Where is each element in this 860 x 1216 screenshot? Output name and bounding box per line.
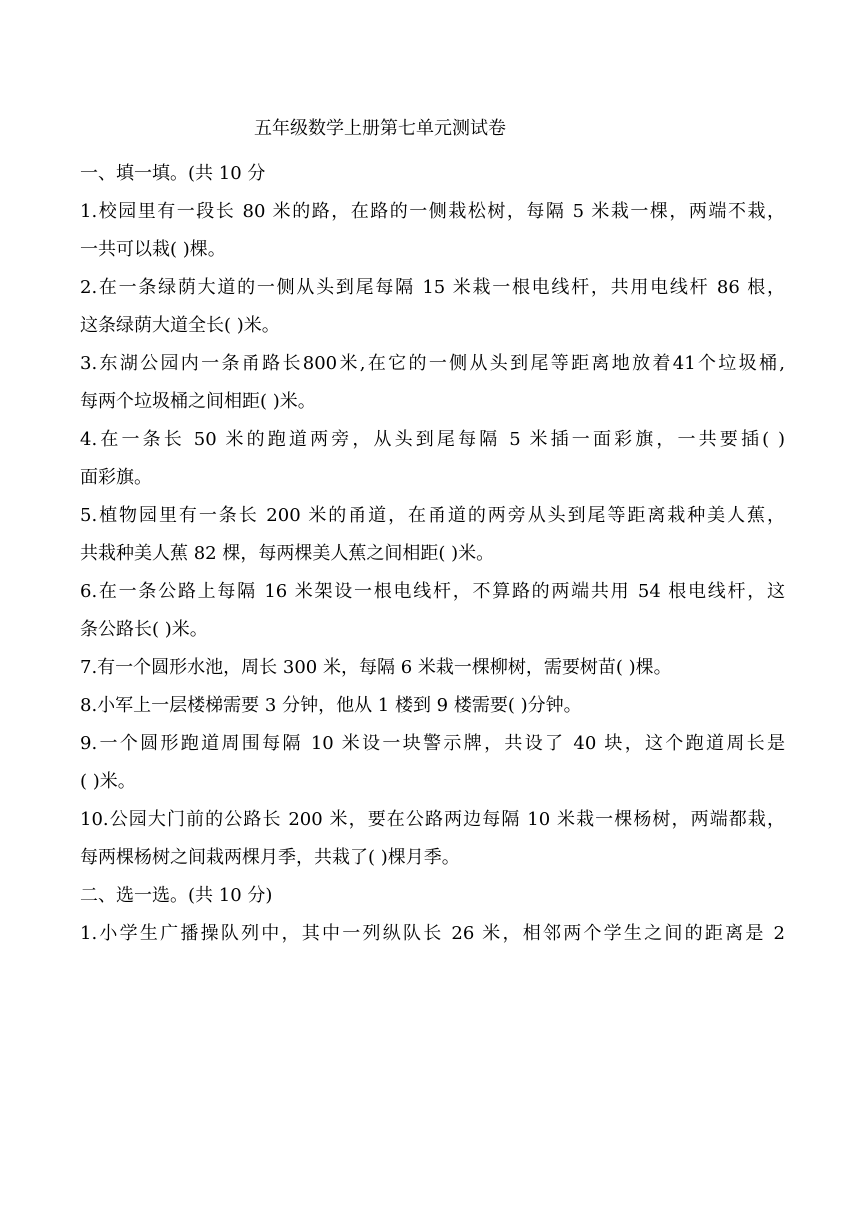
section-heading: 一、填一填。(共 10 分: [80, 163, 266, 184]
question-2-line-1: 2.在一条绿荫大道的一侧从头到尾每隔 15 米栽一根电线杆，共用电线杆 86 根，: [80, 277, 785, 298]
question-9-line-1: 9.一个圆形跑道周围每隔 10 米设一块警示牌，共设了 40 块，这个跑道周长是: [80, 733, 785, 754]
question-3-line-2: 每两个垃圾桶之间相距( )米。: [80, 391, 316, 412]
section-heading: 二、选一选。(共 10 分): [80, 885, 273, 906]
question-5-line-2: 共栽种美人蕉 82 棵，每两棵美人蕉之间相距( )米。: [80, 543, 495, 564]
question-1-line-1: 1.校园里有一段长 80 米的路，在路的一侧栽松树，每隔 5 米栽一棵，两端不栽，: [80, 201, 785, 222]
question-3-line-1: 3.东湖公园内一条甬路长800米,在它的一侧从头到尾等距离地放着41个垃圾桶,: [80, 353, 785, 374]
page-title: 五年级数学上册第七单元测试卷: [254, 118, 506, 139]
question-10-line-2: 每两棵杨树之间栽两棵月季，共栽了( )棵月季。: [80, 847, 460, 868]
question-7-line-1: 7.有一个圆形水池，周长 300 米，每隔 6 米栽一棵柳树，需要树苗( )棵。: [80, 657, 672, 678]
question-4-line-1: 4.在一条长 50 米的跑道两旁，从头到尾每隔 5 米插一面彩旗，一共要插( ): [80, 429, 785, 450]
question-2-line-2: 这条绿荫大道全长( )米。: [80, 315, 280, 336]
document-body: [80, 155, 785, 953]
question-8-line-1: 8.小军上一层楼梯需要 3 分钟，他从 1 楼到 9 楼需要( )分钟。: [80, 695, 582, 716]
question-6-line-1: 6.在一条公路上每隔 16 米架设一根电线杆，不算路的两端共用 54 根电线杆，这: [80, 581, 785, 602]
question-9-line-2: ( )米。: [80, 771, 136, 792]
question-4-line-2: 面彩旗。: [80, 467, 152, 488]
question-5-line-1: 5.植物园里有一条长 200 米的甬道，在甬道的两旁从头到尾等距离栽种美人蕉，: [80, 505, 785, 526]
question-6-line-2: 条公路长( )米。: [80, 619, 208, 640]
question-2-1-line-1: 1.小学生广播操队列中，其中一列纵队长 26 米，相邻两个学生之间的距离是 2: [80, 923, 785, 944]
question-1-line-2: 一共可以栽( )棵。: [80, 239, 226, 260]
question-10-line-1: 10.公园大门前的公路长 200 米，要在公路两边每隔 10 米栽一棵杨树，两端都栽，: [80, 809, 785, 830]
